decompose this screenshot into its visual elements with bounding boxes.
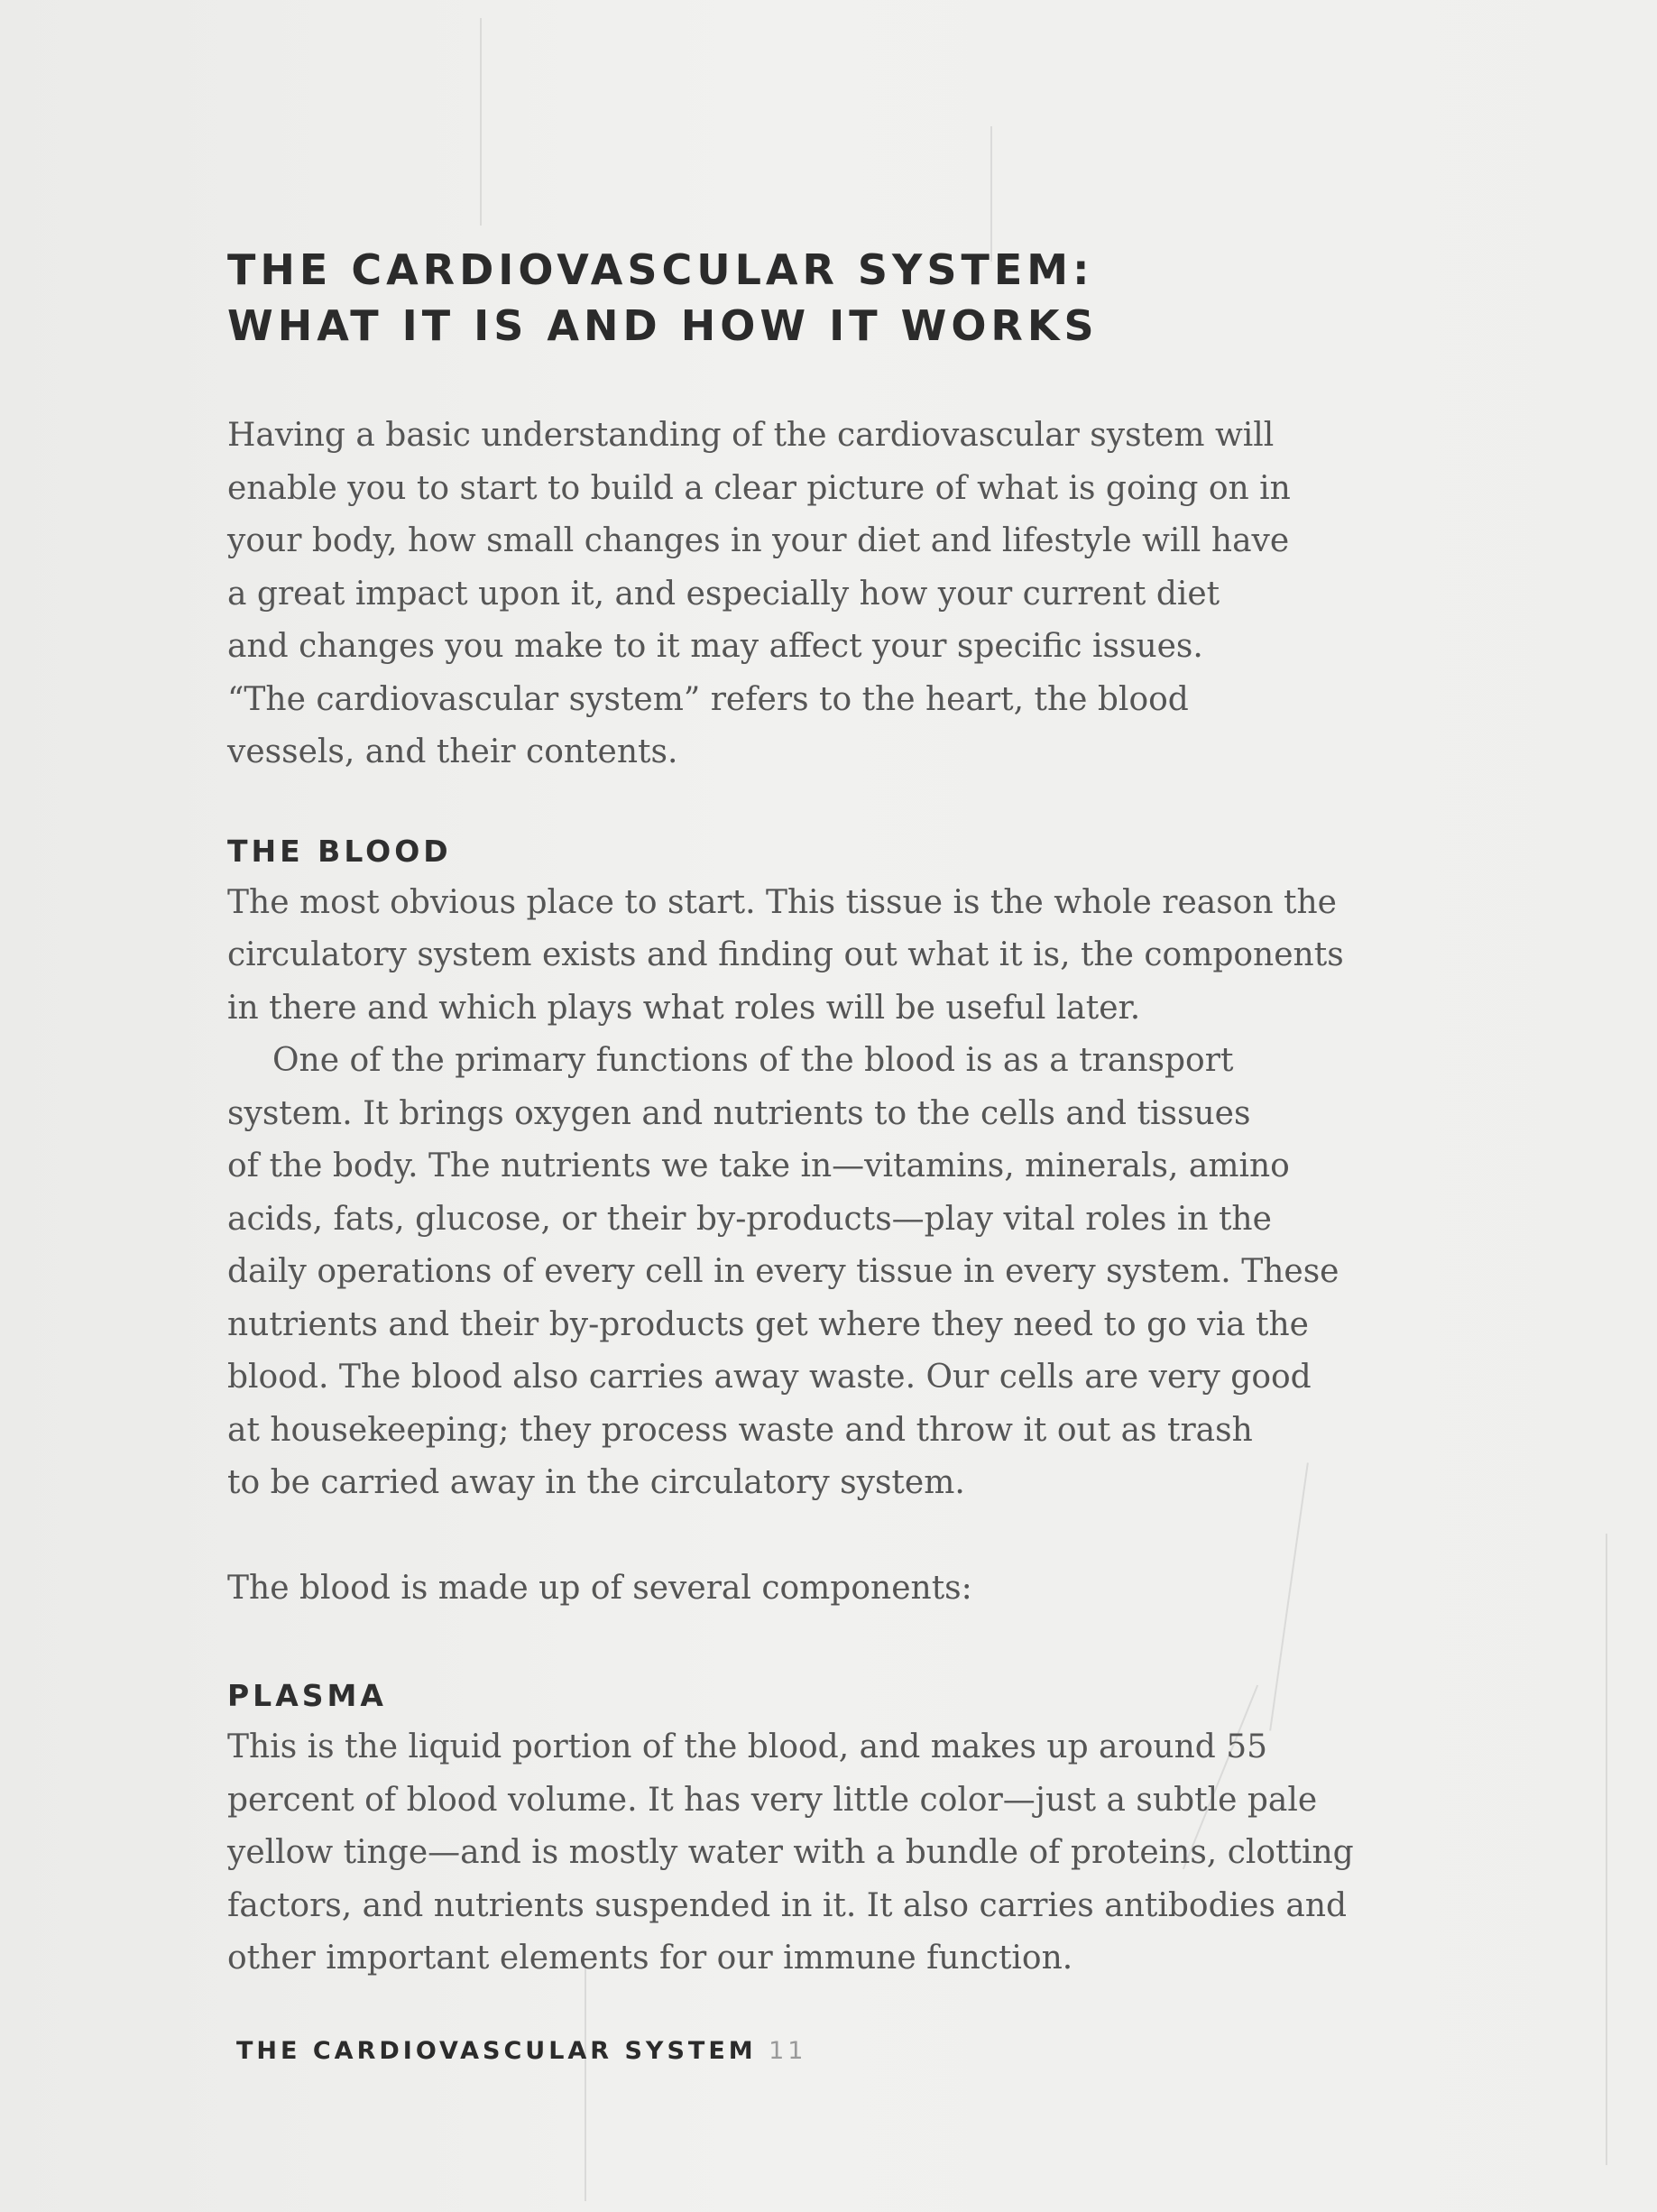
text-line: factors, and nutrients suspended in it. It also carries antibodies and <box>227 1886 1348 1924</box>
blood-paragraph-1 <box>227 877 1490 1036</box>
text-line: circulatory system exists and finding out what it is, the components <box>227 936 1344 973</box>
text-line: The blood is made up of several components: <box>227 1569 972 1607</box>
title-line: THE CARDIOVASCULAR SYSTEM: <box>227 245 1094 294</box>
page-number: 11 <box>769 2037 807 2065</box>
text-line: other important elements for our immune function. <box>227 1940 1073 1977</box>
page-scratch <box>585 1967 586 2201</box>
text-line: One of the primary functions of the blood is as a transport <box>272 1042 1234 1079</box>
text-line: and changes you make to it may affect your specific issues. <box>227 628 1203 665</box>
section-heading-plasma: PLASMA <box>227 1678 387 1713</box>
running-head: THE CARDIOVASCULAR SYSTEM <box>236 2037 757 2065</box>
page-scratch <box>480 18 482 226</box>
plasma-paragraph <box>227 1721 1490 1986</box>
text-line: in there and which plays what roles will be useful later. <box>227 989 1141 1027</box>
text-line: This is the liquid portion of the blood, and makes up around 55 <box>227 1728 1268 1765</box>
text-line: Having a basic understanding of the cardiovascular system will <box>227 417 1275 454</box>
text-line: “The cardiovascular system” refers to the heart, the blood <box>227 680 1189 718</box>
text-line: percent of blood volume. It has very little color—just a subtle pale <box>227 1781 1318 1819</box>
text-line: your body, how small changes in your diet and lifestyle will have <box>227 522 1290 559</box>
text-line: acids, fats, glucose, or their by-products—play vital roles in the <box>227 1200 1272 1238</box>
intro-paragraph <box>227 410 1490 779</box>
text-line: of the body. The nutrients we take in—vitamins, minerals, amino <box>227 1147 1290 1184</box>
text-line: to be carried away in the circulatory system. <box>227 1464 965 1501</box>
text-line: yellow tinge—and is mostly water with a bundle of proteins, clotting <box>227 1834 1354 1871</box>
text-line: nutrients and their by-products get where they need to go via the <box>227 1305 1309 1343</box>
components-paragraph <box>227 1562 1490 1616</box>
text-line: vessels, and their contents. <box>227 733 678 770</box>
title-line: WHAT IT IS AND HOW IT WORKS <box>227 301 1099 350</box>
text-line: at housekeeping; they process waste and throw it out as trash <box>227 1411 1253 1449</box>
text-line: The most obvious place to start. This tissue is the whole reason the <box>227 883 1337 921</box>
text-line: blood. The blood also carries away waste. Our cells are very good <box>227 1359 1312 1396</box>
page-footer <box>236 2037 806 2065</box>
section-heading-blood: THE BLOOD <box>227 833 452 869</box>
text-line: enable you to start to build a clear picture of what is going on in <box>227 469 1291 507</box>
page-scratch <box>1606 1534 1607 2165</box>
text-line: system. It brings oxygen and nutrients to the cells and tissues <box>227 1094 1251 1132</box>
text-line: a great impact upon it, and especially how your current diet <box>227 575 1220 613</box>
blood-paragraph-2 <box>227 1035 1490 1510</box>
main-content <box>227 242 1490 1986</box>
page-title <box>227 242 1490 354</box>
text-line: daily operations of every cell in every tissue in every system. These <box>227 1253 1339 1290</box>
